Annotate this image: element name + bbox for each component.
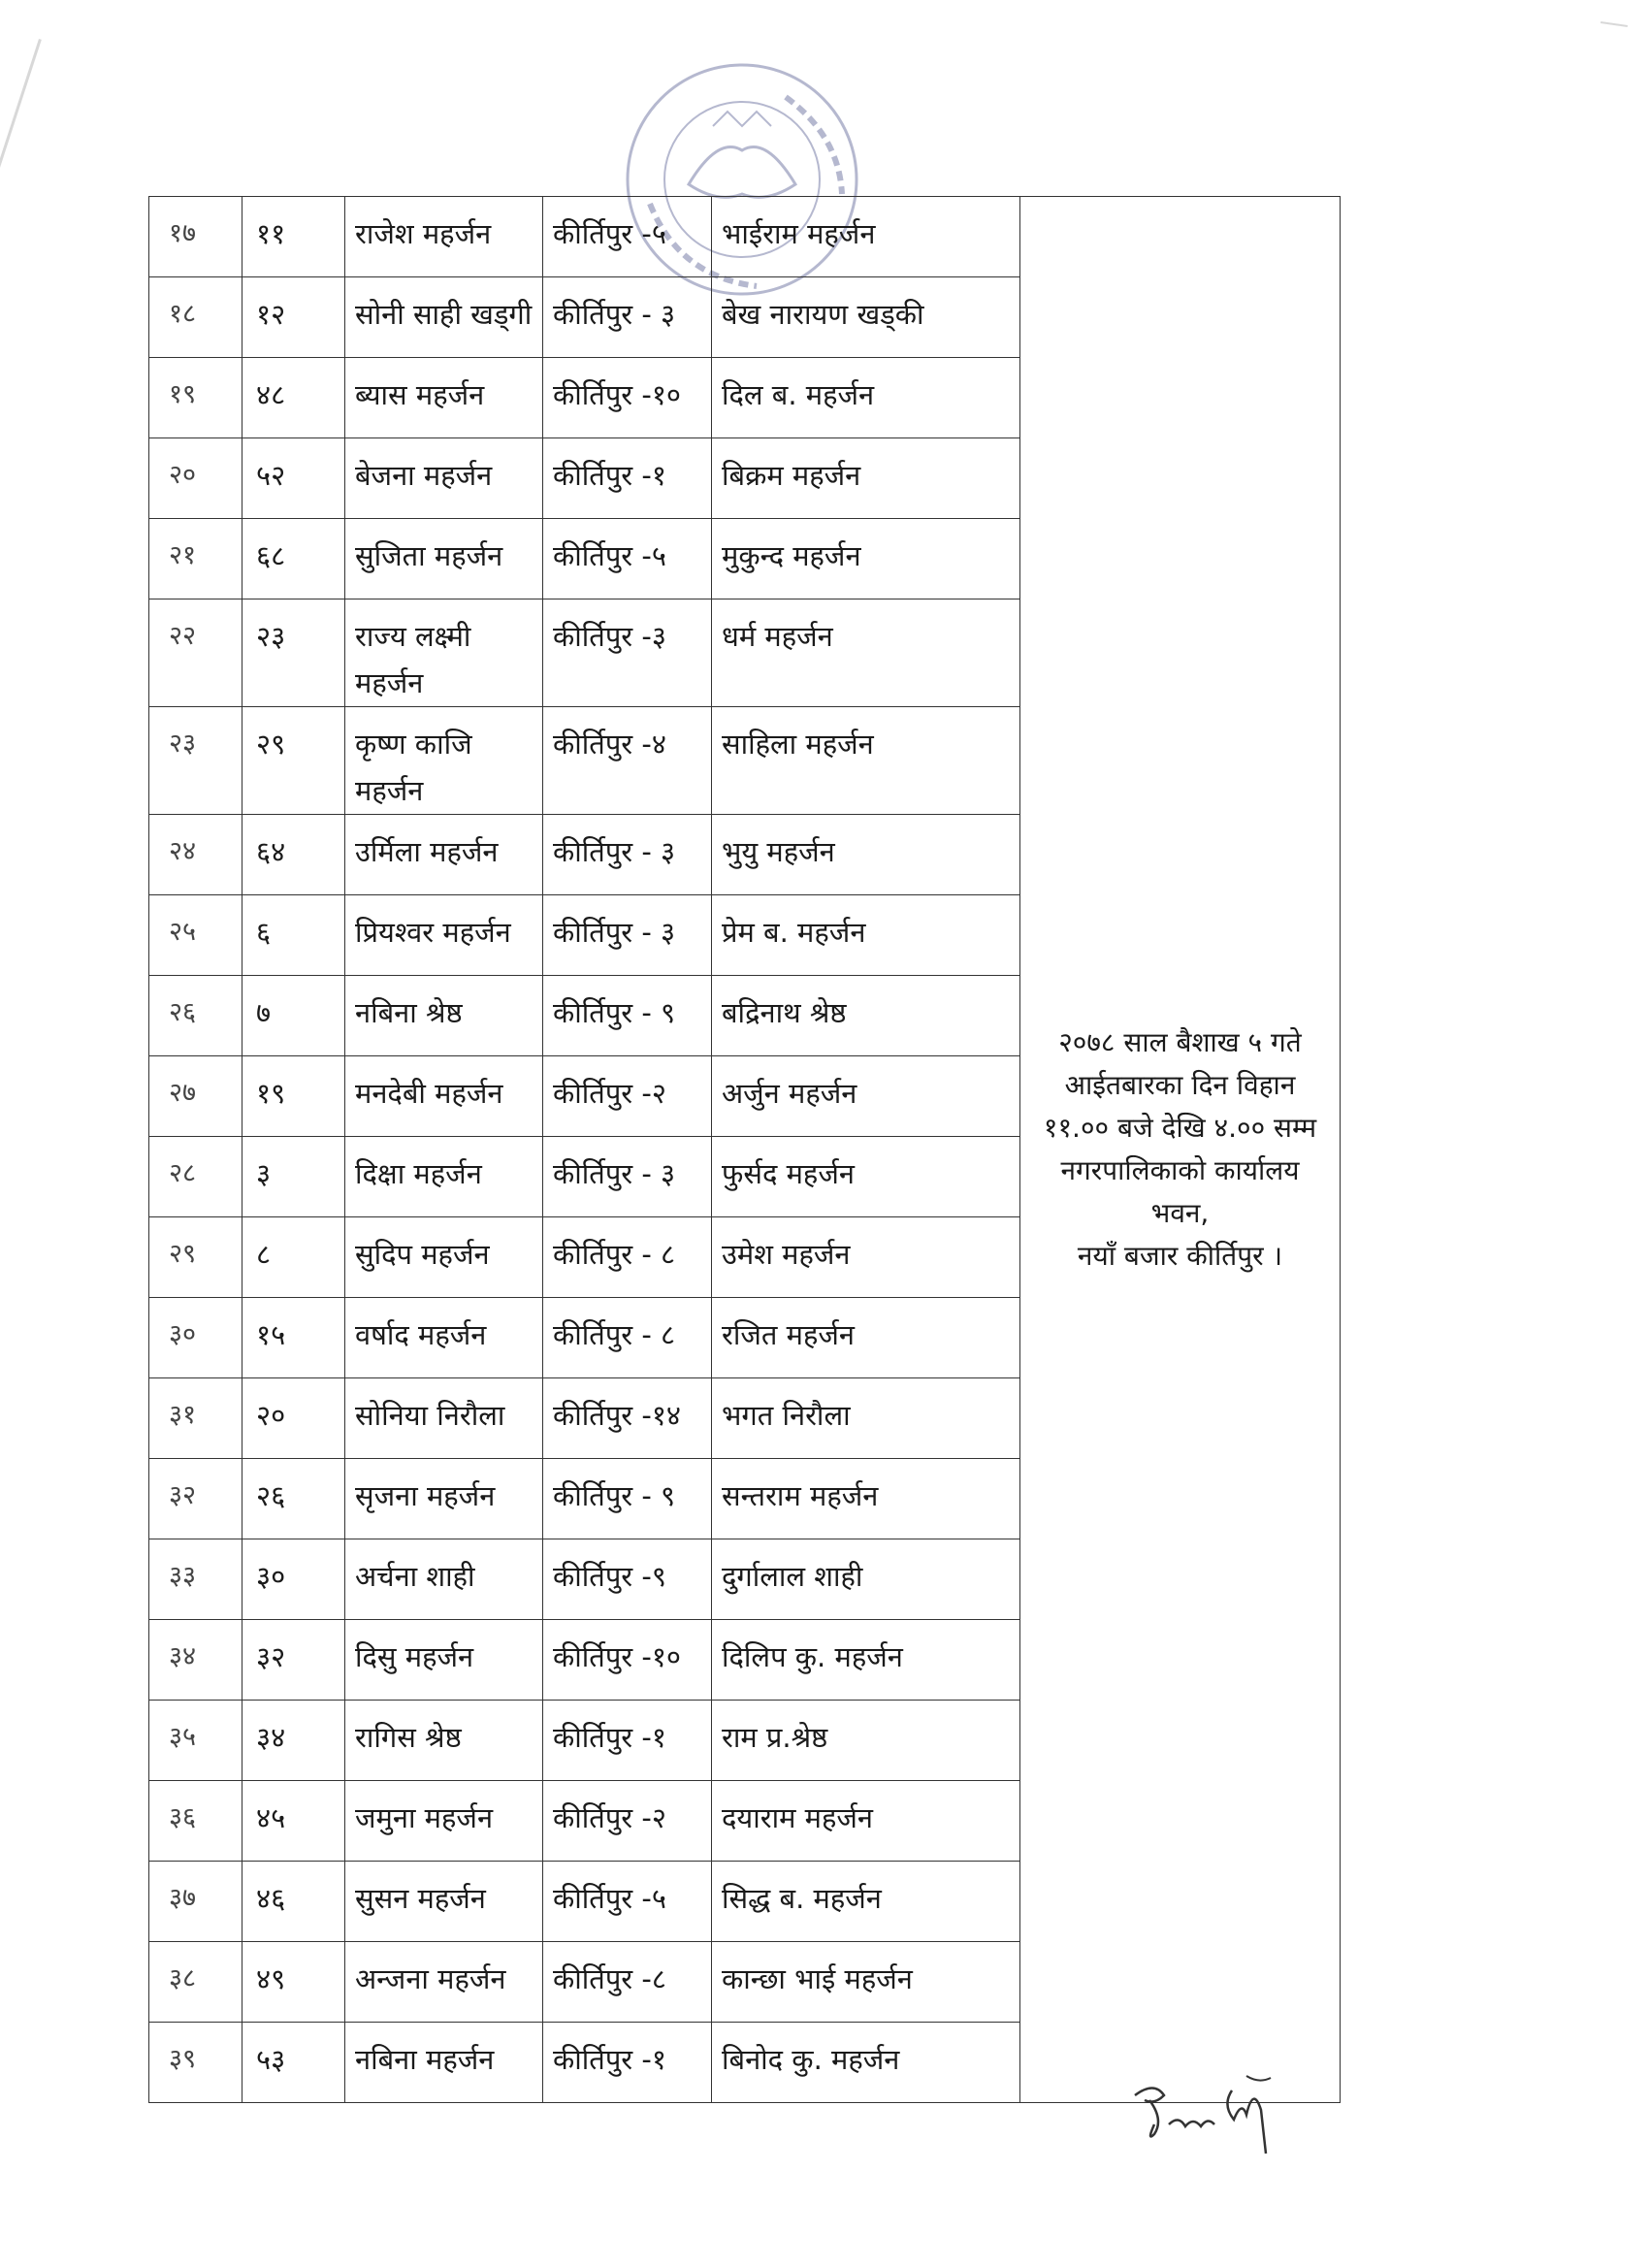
guardian-name-cell: अर्जुन महर्जन: [712, 1056, 1020, 1137]
serial-number-cell: २६: [149, 976, 242, 1056]
guardian-name-cell: सन्तराम महर्जन: [712, 1459, 1020, 1539]
address-cell: कीर्तिपुर -१४: [543, 1378, 712, 1459]
address-cell: कीर्तिपुर -४: [543, 707, 712, 815]
candidate-name-cell: जमुना महर्जन: [345, 1781, 543, 1862]
guardian-name-cell: सिद्ध ब. महर्जन: [712, 1862, 1020, 1942]
guardian-name-cell: बिनोद कु. महर्जन: [712, 2023, 1020, 2103]
roll-number-cell: ११: [242, 197, 345, 277]
guardian-name-cell: बेख नारायण खड्की: [712, 277, 1020, 358]
candidate-name-cell: अन्जना महर्जन: [345, 1942, 543, 2023]
roll-number-cell: ५२: [242, 438, 345, 519]
address-cell: कीर्तिपुर -१: [543, 2023, 712, 2103]
exam-schedule-line: नयाँ बजार कीर्तिपुर ।: [1077, 1240, 1283, 1272]
candidate-name-cell: सुसन महर्जन: [345, 1862, 543, 1942]
address-cell: कीर्तिपुर -१: [543, 438, 712, 519]
candidate-name-cell: नबिना महर्जन: [345, 2023, 543, 2103]
exam-schedule-line: ११.०० बजे देखि ४.०० सम्म: [1043, 1112, 1317, 1144]
candidate-table-body: [149, 197, 1341, 2103]
roll-number-cell: ४६: [242, 1862, 345, 1942]
guardian-name-cell: रजित महर्जन: [712, 1298, 1020, 1378]
roll-number-cell: १२: [242, 277, 345, 358]
roll-number-cell: ३४: [242, 1701, 345, 1781]
serial-number-cell: ३०: [149, 1298, 242, 1378]
candidate-name-cell: बेजना महर्जन: [345, 438, 543, 519]
serial-number-cell: १७: [149, 197, 242, 277]
address-cell: कीर्तिपुर -२: [543, 1056, 712, 1137]
serial-number-cell: ३१: [149, 1378, 242, 1459]
serial-number-cell: २७: [149, 1056, 242, 1137]
serial-number-cell: १८: [149, 277, 242, 358]
guardian-name-cell: कान्छा भाई महर्जन: [712, 1942, 1020, 2023]
serial-number-cell: २८: [149, 1137, 242, 1217]
serial-number-cell: ३५: [149, 1701, 242, 1781]
guardian-name-cell: प्रेम ब. महर्जन: [712, 895, 1020, 976]
roll-number-cell: ६८: [242, 519, 345, 599]
serial-number-cell: ३६: [149, 1781, 242, 1862]
roll-number-cell: ३: [242, 1137, 345, 1217]
exam-schedule-line: नगरपालिकाको कार्यालय भवन,: [1060, 1154, 1300, 1229]
guardian-name-cell: भुयु महर्जन: [712, 815, 1020, 895]
roll-number-cell: ५३: [242, 2023, 345, 2103]
roll-number-cell: २३: [242, 599, 345, 707]
serial-number-cell: ३९: [149, 2023, 242, 2103]
address-cell: कीर्तिपुर -१०: [543, 1620, 712, 1701]
exam-schedule-cell: [1020, 197, 1341, 2103]
roll-number-cell: २६: [242, 1459, 345, 1539]
serial-number-cell: २०: [149, 438, 242, 519]
roll-number-cell: ६४: [242, 815, 345, 895]
guardian-name-cell: बद्रिनाथ श्रेष्ठ: [712, 976, 1020, 1056]
roll-number-cell: ८: [242, 1217, 345, 1298]
address-cell: कीर्तिपुर -१: [543, 1701, 712, 1781]
candidate-name-cell: कृष्ण काजि महर्जन: [345, 707, 543, 815]
guardian-name-cell: साहिला महर्जन: [712, 707, 1020, 815]
serial-number-cell: ३३: [149, 1539, 242, 1620]
guardian-name-cell: भगत निरौला: [712, 1378, 1020, 1459]
roll-number-cell: ४९: [242, 1942, 345, 2023]
guardian-name-cell: उमेश महर्जन: [712, 1217, 1020, 1298]
address-cell: कीर्तिपुर - ९: [543, 1459, 712, 1539]
serial-number-cell: ३४: [149, 1620, 242, 1701]
serial-number-cell: ३२: [149, 1459, 242, 1539]
scan-edge-right: [1600, 21, 1628, 27]
candidate-table: [148, 196, 1341, 2103]
serial-number-cell: २९: [149, 1217, 242, 1298]
address-cell: कीर्तिपुर -९: [543, 1539, 712, 1620]
candidate-name-cell: दिक्षा महर्जन: [345, 1137, 543, 1217]
address-cell: कीर्तिपुर -५: [543, 519, 712, 599]
guardian-name-cell: बिक्रम महर्जन: [712, 438, 1020, 519]
serial-number-cell: २४: [149, 815, 242, 895]
guardian-name-cell: राम प्र.श्रेष्ठ: [712, 1701, 1020, 1781]
candidate-name-cell: दिसु महर्जन: [345, 1620, 543, 1701]
address-cell: कीर्तिपुर - ९: [543, 976, 712, 1056]
scan-edge-left: [0, 39, 42, 335]
candidate-name-cell: सृजना महर्जन: [345, 1459, 543, 1539]
roll-number-cell: ३०: [242, 1539, 345, 1620]
address-cell: कीर्तिपुर - ८: [543, 1298, 712, 1378]
candidate-name-cell: सुजिता महर्जन: [345, 519, 543, 599]
roll-number-cell: ४८: [242, 358, 345, 438]
roll-number-cell: ७: [242, 976, 345, 1056]
serial-number-cell: ३८: [149, 1942, 242, 2023]
candidate-name-cell: प्रियश्वर महर्जन: [345, 895, 543, 976]
roll-number-cell: १९: [242, 1056, 345, 1137]
signature: [1125, 2066, 1300, 2173]
candidate-name-cell: मनदेबी महर्जन: [345, 1056, 543, 1137]
address-cell: कीर्तिपुर - ३: [543, 1137, 712, 1217]
serial-number-cell: १९: [149, 358, 242, 438]
guardian-name-cell: फुर्सद महर्जन: [712, 1137, 1020, 1217]
serial-number-cell: ३७: [149, 1862, 242, 1942]
roll-number-cell: २०: [242, 1378, 345, 1459]
candidate-name-cell: सुदिप महर्जन: [345, 1217, 543, 1298]
guardian-name-cell: दिल ब. महर्जन: [712, 358, 1020, 438]
address-cell: कीर्तिपुर - ८: [543, 1217, 712, 1298]
address-cell: कीर्तिपुर -८: [543, 1942, 712, 2023]
address-cell: कीर्तिपुर - ३: [543, 815, 712, 895]
candidate-name-cell: सोनी साही खड्गी: [345, 277, 543, 358]
address-cell: कीर्तिपुर -२: [543, 1781, 712, 1862]
candidate-name-cell: अर्चना शाही: [345, 1539, 543, 1620]
roll-number-cell: ४५: [242, 1781, 345, 1862]
address-cell: कीर्तिपुर -५: [543, 197, 712, 277]
exam-schedule-line: आईतबारका दिन विहान: [1064, 1069, 1296, 1101]
address-cell: कीर्तिपुर -३: [543, 599, 712, 707]
serial-number-cell: २५: [149, 895, 242, 976]
exam-schedule-line: २०७८ साल बैशाख ५ गते: [1058, 1026, 1302, 1058]
candidate-name-cell: राजेश महर्जन: [345, 197, 543, 277]
roll-number-cell: २९: [242, 707, 345, 815]
serial-number-cell: २१: [149, 519, 242, 599]
guardian-name-cell: मुकुन्द महर्जन: [712, 519, 1020, 599]
guardian-name-cell: दिलिप कु. महर्जन: [712, 1620, 1020, 1701]
guardian-name-cell: दुर्गालाल शाही: [712, 1539, 1020, 1620]
candidate-name-cell: नबिना श्रेष्ठ: [345, 976, 543, 1056]
candidate-name-cell: ब्यास महर्जन: [345, 358, 543, 438]
address-cell: कीर्तिपुर -१०: [543, 358, 712, 438]
guardian-name-cell: भाईराम महर्जन: [712, 197, 1020, 277]
address-cell: कीर्तिपुर - ३: [543, 277, 712, 358]
address-cell: कीर्तिपुर -५: [543, 1862, 712, 1942]
candidate-name-cell: वर्षाद महर्जन: [345, 1298, 543, 1378]
roll-number-cell: ६: [242, 895, 345, 976]
table-row: [149, 197, 1341, 277]
roll-number-cell: १५: [242, 1298, 345, 1378]
guardian-name-cell: धर्म महर्जन: [712, 599, 1020, 707]
serial-number-cell: २३: [149, 707, 242, 815]
address-cell: कीर्तिपुर - ३: [543, 895, 712, 976]
serial-number-cell: २२: [149, 599, 242, 707]
candidate-name-cell: सोनिया निरौला: [345, 1378, 543, 1459]
candidate-name-cell: उर्मिला महर्जन: [345, 815, 543, 895]
guardian-name-cell: दयाराम महर्जन: [712, 1781, 1020, 1862]
roll-number-cell: ३२: [242, 1620, 345, 1701]
candidate-name-cell: राज्य लक्ष्मी महर्जन: [345, 599, 543, 707]
candidate-name-cell: रागिस श्रेष्ठ: [345, 1701, 543, 1781]
